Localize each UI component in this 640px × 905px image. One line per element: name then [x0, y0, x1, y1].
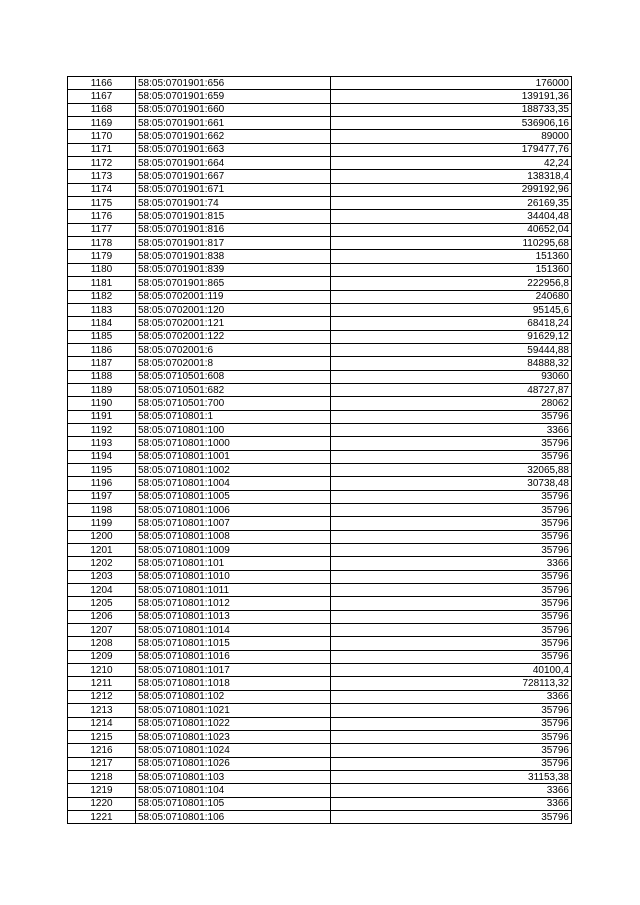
value-cell: 35796: [331, 584, 572, 597]
table-row: [68, 423, 572, 436]
value-cell: 222956,8: [331, 277, 572, 290]
row-number-cell: 1179: [68, 250, 136, 263]
row-number-cell: 1185: [68, 330, 136, 343]
row-number-cell: 1219: [68, 784, 136, 797]
cadastral-number-cell: 58:05:0710801:104: [136, 784, 331, 797]
cadastral-number-cell: 58:05:0710801:1023: [136, 730, 331, 743]
table-row: [68, 210, 572, 223]
cadastral-number-cell: 58:05:0710801:1008: [136, 530, 331, 543]
value-cell: 35796: [331, 704, 572, 717]
value-cell: 48727,87: [331, 383, 572, 396]
cadastral-number-cell: 58:05:0701901:865: [136, 277, 331, 290]
table-row: [68, 770, 572, 783]
table-row: [68, 370, 572, 383]
row-number-cell: 1201: [68, 544, 136, 557]
value-cell: 40100,4: [331, 664, 572, 677]
value-cell: 35796: [331, 624, 572, 637]
table-row: [68, 730, 572, 743]
row-number-cell: 1180: [68, 263, 136, 276]
cadastral-number-cell: 58:05:0710501:700: [136, 397, 331, 410]
table-row: [68, 784, 572, 797]
table-row: [68, 664, 572, 677]
value-cell: 35796: [331, 450, 572, 463]
cadastral-number-cell: 58:05:0701901:661: [136, 117, 331, 130]
cadastral-number-cell: 58:05:0701901:660: [136, 103, 331, 116]
row-number-cell: 1182: [68, 290, 136, 303]
value-cell: 35796: [331, 810, 572, 823]
cadastral-number-cell: 58:05:0710801:1011: [136, 584, 331, 597]
value-cell: 30738,48: [331, 477, 572, 490]
table-row: [68, 717, 572, 730]
cadastral-number-cell: 58:05:0710801:1001: [136, 450, 331, 463]
value-cell: 93060: [331, 370, 572, 383]
table-row: [68, 237, 572, 250]
table-row: [68, 143, 572, 156]
table-row: [68, 570, 572, 583]
value-cell: 151360: [331, 263, 572, 276]
table-row: [68, 197, 572, 210]
cadastral-number-cell: 58:05:0710801:1009: [136, 544, 331, 557]
value-cell: 95145,6: [331, 303, 572, 316]
cadastral-number-cell: 58:05:0701901:667: [136, 170, 331, 183]
row-number-cell: 1177: [68, 223, 136, 236]
value-cell: 35796: [331, 650, 572, 663]
table-row: [68, 530, 572, 543]
table-row: [68, 463, 572, 476]
value-cell: 35796: [331, 517, 572, 530]
value-cell: 151360: [331, 250, 572, 263]
value-cell: 138318,4: [331, 170, 572, 183]
table-row: [68, 704, 572, 717]
cadastral-number-cell: 58:05:0710801:1006: [136, 504, 331, 517]
row-number-cell: 1196: [68, 477, 136, 490]
row-number-cell: 1215: [68, 730, 136, 743]
cadastral-number-cell: 58:05:0702001:119: [136, 290, 331, 303]
row-number-cell: 1171: [68, 143, 136, 156]
value-cell: 188733,35: [331, 103, 572, 116]
row-number-cell: 1167: [68, 90, 136, 103]
table-row: [68, 490, 572, 503]
cadastral-number-cell: 58:05:0710801:1005: [136, 490, 331, 503]
row-number-cell: 1203: [68, 570, 136, 583]
value-cell: 68418,24: [331, 317, 572, 330]
table-row: [68, 504, 572, 517]
row-number-cell: 1174: [68, 183, 136, 196]
table-row: [68, 677, 572, 690]
table-row: [68, 744, 572, 757]
value-cell: 35796: [331, 717, 572, 730]
row-number-cell: 1213: [68, 704, 136, 717]
row-number-cell: 1211: [68, 677, 136, 690]
row-number-cell: 1187: [68, 357, 136, 370]
value-cell: 35796: [331, 757, 572, 770]
row-number-cell: 1166: [68, 77, 136, 90]
table-row: [68, 624, 572, 637]
row-number-cell: 1208: [68, 637, 136, 650]
value-cell: 3366: [331, 784, 572, 797]
value-cell: 35796: [331, 744, 572, 757]
row-number-cell: 1218: [68, 770, 136, 783]
table-row: [68, 517, 572, 530]
cadastral-number-cell: 58:05:0710801:105: [136, 797, 331, 810]
table-row: [68, 290, 572, 303]
row-number-cell: 1204: [68, 584, 136, 597]
cadastral-number-cell: 58:05:0710801:1024: [136, 744, 331, 757]
cadastral-number-cell: 58:05:0710501:608: [136, 370, 331, 383]
table-row: [68, 437, 572, 450]
cadastral-number-cell: 58:05:0710801:1: [136, 410, 331, 423]
cadastral-number-cell: 58:05:0702001:122: [136, 330, 331, 343]
cadastral-number-cell: 58:05:0701901:817: [136, 237, 331, 250]
table-row: [68, 810, 572, 823]
value-cell: 35796: [331, 730, 572, 743]
table-row: [68, 170, 572, 183]
cadastral-number-cell: 58:05:0702001:120: [136, 303, 331, 316]
row-number-cell: 1214: [68, 717, 136, 730]
table-row: [68, 90, 572, 103]
cadastral-value-table: [67, 76, 572, 824]
value-cell: 536906,16: [331, 117, 572, 130]
value-cell: 35796: [331, 570, 572, 583]
value-cell: 35796: [331, 504, 572, 517]
cadastral-number-cell: 58:05:0710801:102: [136, 690, 331, 703]
value-cell: 91629,12: [331, 330, 572, 343]
table-row: [68, 450, 572, 463]
cadastral-number-cell: 58:05:0702001:6: [136, 343, 331, 356]
cadastral-number-cell: 58:05:0701901:671: [136, 183, 331, 196]
cadastral-number-cell: 58:05:0710801:1026: [136, 757, 331, 770]
row-number-cell: 1188: [68, 370, 136, 383]
row-number-cell: 1173: [68, 170, 136, 183]
row-number-cell: 1221: [68, 810, 136, 823]
table-row: [68, 637, 572, 650]
value-cell: 31153,38: [331, 770, 572, 783]
value-cell: 42,24: [331, 157, 572, 170]
table-row: [68, 757, 572, 770]
cadastral-number-cell: 58:05:0710801:1016: [136, 650, 331, 663]
value-cell: 28062: [331, 397, 572, 410]
row-number-cell: 1192: [68, 423, 136, 436]
table-row: [68, 650, 572, 663]
cadastral-number-cell: 58:05:0701901:656: [136, 77, 331, 90]
value-cell: 84888,32: [331, 357, 572, 370]
table-row: [68, 117, 572, 130]
value-cell: 26169,35: [331, 197, 572, 210]
table-row: [68, 584, 572, 597]
value-cell: 139191,36: [331, 90, 572, 103]
value-cell: 35796: [331, 437, 572, 450]
value-cell: 89000: [331, 130, 572, 143]
row-number-cell: 1206: [68, 610, 136, 623]
cadastral-number-cell: 58:05:0710801:1010: [136, 570, 331, 583]
table-row: [68, 797, 572, 810]
row-number-cell: 1195: [68, 463, 136, 476]
value-cell: 3366: [331, 690, 572, 703]
row-number-cell: 1191: [68, 410, 136, 423]
table-row: [68, 610, 572, 623]
cadastral-number-cell: 58:05:0710801:1018: [136, 677, 331, 690]
cadastral-number-cell: 58:05:0701901:815: [136, 210, 331, 223]
row-number-cell: 1186: [68, 343, 136, 356]
cadastral-number-cell: 58:05:0710801:1013: [136, 610, 331, 623]
table-row: [68, 330, 572, 343]
table-row: [68, 183, 572, 196]
cadastral-number-cell: 58:05:0710801:100: [136, 423, 331, 436]
row-number-cell: 1210: [68, 664, 136, 677]
row-number-cell: 1220: [68, 797, 136, 810]
value-cell: 35796: [331, 544, 572, 557]
value-cell: 35796: [331, 610, 572, 623]
row-number-cell: 1198: [68, 504, 136, 517]
table-row: [68, 157, 572, 170]
row-number-cell: 1199: [68, 517, 136, 530]
cadastral-number-cell: 58:05:0710801:1021: [136, 704, 331, 717]
cadastral-number-cell: 58:05:0710801:1017: [136, 664, 331, 677]
value-cell: 35796: [331, 490, 572, 503]
cadastral-number-cell: 58:05:0710801:1022: [136, 717, 331, 730]
row-number-cell: 1178: [68, 237, 136, 250]
value-cell: 240680: [331, 290, 572, 303]
row-number-cell: 1202: [68, 557, 136, 570]
row-number-cell: 1197: [68, 490, 136, 503]
cadastral-number-cell: 58:05:0710501:682: [136, 383, 331, 396]
cadastral-number-cell: 58:05:0701901:838: [136, 250, 331, 263]
cadastral-number-cell: 58:05:0710801:101: [136, 557, 331, 570]
table-row: [68, 544, 572, 557]
cadastral-number-cell: 58:05:0702001:121: [136, 317, 331, 330]
row-number-cell: 1217: [68, 757, 136, 770]
row-number-cell: 1190: [68, 397, 136, 410]
value-cell: 3366: [331, 797, 572, 810]
table-row: [68, 303, 572, 316]
row-number-cell: 1181: [68, 277, 136, 290]
cadastral-number-cell: 58:05:0710801:1014: [136, 624, 331, 637]
table-row: [68, 690, 572, 703]
cadastral-number-cell: 58:05:0710801:1000: [136, 437, 331, 450]
row-number-cell: 1176: [68, 210, 136, 223]
table-row: [68, 317, 572, 330]
table-row: [68, 343, 572, 356]
value-cell: 3366: [331, 423, 572, 436]
value-cell: 728113,32: [331, 677, 572, 690]
table-row: [68, 223, 572, 236]
cadastral-number-cell: 58:05:0702001:8: [136, 357, 331, 370]
cadastral-number-cell: 58:05:0701901:74: [136, 197, 331, 210]
table-row: [68, 477, 572, 490]
table-row: [68, 397, 572, 410]
value-cell: 35796: [331, 410, 572, 423]
row-number-cell: 1205: [68, 597, 136, 610]
row-number-cell: 1172: [68, 157, 136, 170]
row-number-cell: 1200: [68, 530, 136, 543]
value-cell: 299192,96: [331, 183, 572, 196]
value-cell: 35796: [331, 530, 572, 543]
table-row: [68, 357, 572, 370]
table-body: [68, 77, 572, 824]
row-number-cell: 1212: [68, 690, 136, 703]
row-number-cell: 1168: [68, 103, 136, 116]
cadastral-number-cell: 58:05:0710801:1002: [136, 463, 331, 476]
table-row: [68, 263, 572, 276]
table-row: [68, 383, 572, 396]
table-row: [68, 77, 572, 90]
cadastral-number-cell: 58:05:0701901:664: [136, 157, 331, 170]
row-number-cell: 1183: [68, 303, 136, 316]
cadastral-number-cell: 58:05:0710801:1015: [136, 637, 331, 650]
cadastral-number-cell: 58:05:0701901:816: [136, 223, 331, 236]
value-cell: 40652,04: [331, 223, 572, 236]
table-row: [68, 557, 572, 570]
value-cell: 35796: [331, 597, 572, 610]
table-row: [68, 130, 572, 143]
cadastral-number-cell: 58:05:0710801:106: [136, 810, 331, 823]
cadastral-number-cell: 58:05:0710801:1004: [136, 477, 331, 490]
table-row: [68, 597, 572, 610]
table-row: [68, 103, 572, 116]
row-number-cell: 1209: [68, 650, 136, 663]
value-cell: 35796: [331, 637, 572, 650]
value-cell: 110295,68: [331, 237, 572, 250]
row-number-cell: 1175: [68, 197, 136, 210]
row-number-cell: 1216: [68, 744, 136, 757]
cadastral-number-cell: 58:05:0701901:662: [136, 130, 331, 143]
cadastral-number-cell: 58:05:0710801:103: [136, 770, 331, 783]
row-number-cell: 1193: [68, 437, 136, 450]
row-number-cell: 1207: [68, 624, 136, 637]
row-number-cell: 1194: [68, 450, 136, 463]
cadastral-number-cell: 58:05:0701901:659: [136, 90, 331, 103]
row-number-cell: 1169: [68, 117, 136, 130]
table-row: [68, 410, 572, 423]
value-cell: 3366: [331, 557, 572, 570]
cadastral-number-cell: 58:05:0710801:1007: [136, 517, 331, 530]
value-cell: 34404,48: [331, 210, 572, 223]
cadastral-number-cell: 58:05:0710801:1012: [136, 597, 331, 610]
value-cell: 59444,88: [331, 343, 572, 356]
row-number-cell: 1189: [68, 383, 136, 396]
table-row: [68, 250, 572, 263]
value-cell: 32065,88: [331, 463, 572, 476]
value-cell: 179477,76: [331, 143, 572, 156]
row-number-cell: 1170: [68, 130, 136, 143]
row-number-cell: 1184: [68, 317, 136, 330]
table-row: [68, 277, 572, 290]
cadastral-number-cell: 58:05:0701901:839: [136, 263, 331, 276]
cadastral-number-cell: 58:05:0701901:663: [136, 143, 331, 156]
value-cell: 176000: [331, 77, 572, 90]
